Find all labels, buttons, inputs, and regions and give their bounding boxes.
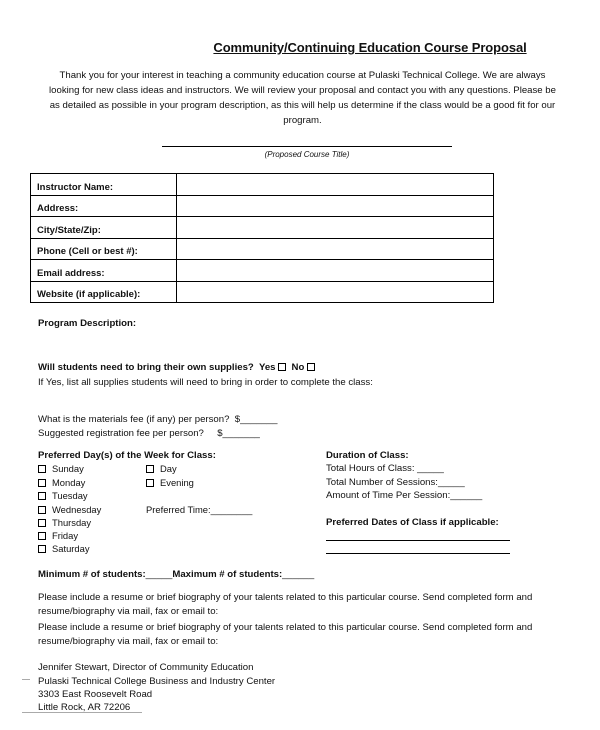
day-option-thursday[interactable]: [38, 517, 91, 528]
phone-label: Phone (Cell or best #):: [31, 238, 177, 260]
page-title: Community/Continuing Education Course Proposal: [213, 40, 527, 55]
supplies-no-checkbox[interactable]: [307, 363, 315, 371]
day-checkbox[interactable]: [38, 545, 46, 553]
email-field[interactable]: [177, 260, 494, 282]
day-option-saturday[interactable]: [38, 543, 90, 554]
min-students-label: Minimum # of students:: [38, 569, 146, 580]
total-hours-field[interactable]: Total Hours of Class: _____: [326, 463, 444, 474]
time-option-day[interactable]: [146, 463, 177, 474]
day-checkbox[interactable]: [38, 532, 46, 540]
duration-heading: Duration of Class:: [326, 450, 409, 461]
intro-line-2: looking for new class ideas and instructors. We will review your proposal and contact you with any questions. Please be: [49, 85, 556, 96]
preferred-time-blank[interactable]: ________: [210, 504, 253, 515]
margin-mark-bottom: [22, 712, 142, 713]
registration-fee-row: [38, 428, 260, 439]
registration-fee-blank[interactable]: $_______: [217, 428, 260, 439]
day-label: Thursday: [52, 517, 92, 528]
website-field[interactable]: [177, 281, 494, 303]
preferred-dates-heading: Preferred Dates of Class if applicable:: [326, 517, 499, 528]
address-label: Address:: [31, 195, 177, 217]
city-state-zip-field[interactable]: [177, 217, 494, 239]
day-label: Wednesday: [52, 504, 102, 515]
materials-fee-row: [38, 414, 277, 425]
students-row: [38, 569, 314, 580]
contact-city: Little Rock, AR 72206: [38, 702, 131, 713]
email-label: Email address:: [31, 260, 177, 282]
time-label: Evening: [160, 477, 194, 488]
course-title-line[interactable]: [162, 146, 452, 147]
instructor-info-table: [30, 173, 494, 303]
margin-mark-top: [22, 679, 30, 680]
day-label: Monday: [52, 477, 86, 488]
time-checkbox[interactable]: [146, 465, 154, 473]
registration-fee-label: Suggested registration fee per person?: [38, 428, 204, 439]
preferred-dates-line-2[interactable]: [326, 553, 510, 554]
day-label: Sunday: [52, 463, 84, 474]
phone-field[interactable]: [177, 238, 494, 260]
day-label: Tuesday: [52, 490, 88, 501]
preferred-time-row: [146, 504, 252, 515]
website-label: Website (if applicable):: [31, 281, 177, 303]
city-state-zip-label: City/State/Zip:: [31, 217, 177, 239]
intro-line-1: Thank you for your interest in teaching a community education course at Pulaski Technical College. We are always: [59, 70, 546, 81]
resume-note-2-line-2: resume/biography via mail, fax or email to:: [38, 636, 219, 647]
materials-fee-label: What is the materials fee (if any) per person?: [38, 414, 230, 425]
supplies-no-label: No: [291, 362, 305, 373]
day-checkbox[interactable]: [38, 479, 46, 487]
intro-line-4: program.: [283, 115, 322, 126]
supplies-question-text: Will students need to bring their own supplies?: [38, 362, 254, 373]
preferred-time-label: Preferred Time:: [146, 504, 211, 515]
time-per-session-field[interactable]: Amount of Time Per Session:______: [326, 490, 483, 501]
day-option-friday[interactable]: [38, 530, 78, 541]
materials-fee-blank[interactable]: $_______: [234, 414, 278, 425]
max-students-label: Maximum # of students:: [172, 569, 283, 580]
supplies-yes-checkbox[interactable]: [278, 363, 286, 371]
supplies-list-prompt: If Yes, list all supplies students will need to bring in order to complete the class:: [38, 377, 373, 388]
day-option-tuesday[interactable]: [38, 490, 88, 501]
program-description-label: Program Description:: [38, 318, 137, 329]
instructor-name-field[interactable]: [177, 174, 494, 196]
day-label: Friday: [52, 530, 79, 541]
preferred-dates-line-1[interactable]: [326, 540, 510, 541]
supplies-yes-label: Yes: [258, 362, 276, 373]
resume-note-1-line-1: Please include a resume or brief biography of your talents related to this particular course. Send completed form and: [38, 592, 533, 603]
contact-organization: Pulaski Technical College Business and Industry Center: [38, 676, 276, 687]
day-label: Saturday: [52, 543, 90, 554]
contact-name: Jennifer Stewart, Director of Community Education: [38, 662, 254, 673]
day-option-sunday[interactable]: [38, 463, 84, 474]
total-sessions-field[interactable]: Total Number of Sessions:_____: [326, 477, 465, 488]
intro-line-3: as detailed as possible in your program description, as this will help us determine if the class would be a good fit for our: [49, 100, 556, 111]
instructor-name-label: Instructor Name:: [31, 174, 177, 196]
time-option-evening[interactable]: [146, 477, 194, 488]
course-title-caption: (Proposed Course Title): [264, 150, 350, 159]
day-option-wednesday[interactable]: [38, 504, 101, 515]
preferred-days-heading: Preferred Day(s) of the Week for Class:: [38, 450, 216, 461]
resume-note-1-line-2: resume/biography via mail, fax or email to:: [38, 606, 219, 617]
time-label: Day: [160, 463, 177, 474]
resume-note-2-line-1: Please include a resume or brief biography of your talents related to this particular course. Send completed form and: [38, 622, 533, 633]
day-checkbox[interactable]: [38, 519, 46, 527]
address-field[interactable]: [177, 195, 494, 217]
min-students-blank[interactable]: _____: [145, 569, 173, 580]
max-students-blank[interactable]: ______: [282, 569, 315, 580]
time-checkbox[interactable]: [146, 479, 154, 487]
supplies-question: [38, 362, 315, 373]
day-option-monday[interactable]: [38, 477, 85, 488]
day-checkbox[interactable]: [38, 465, 46, 473]
day-checkbox[interactable]: [38, 492, 46, 500]
day-checkbox[interactable]: [38, 506, 46, 514]
contact-street: 3303 East Roosevelt Road: [38, 689, 153, 700]
